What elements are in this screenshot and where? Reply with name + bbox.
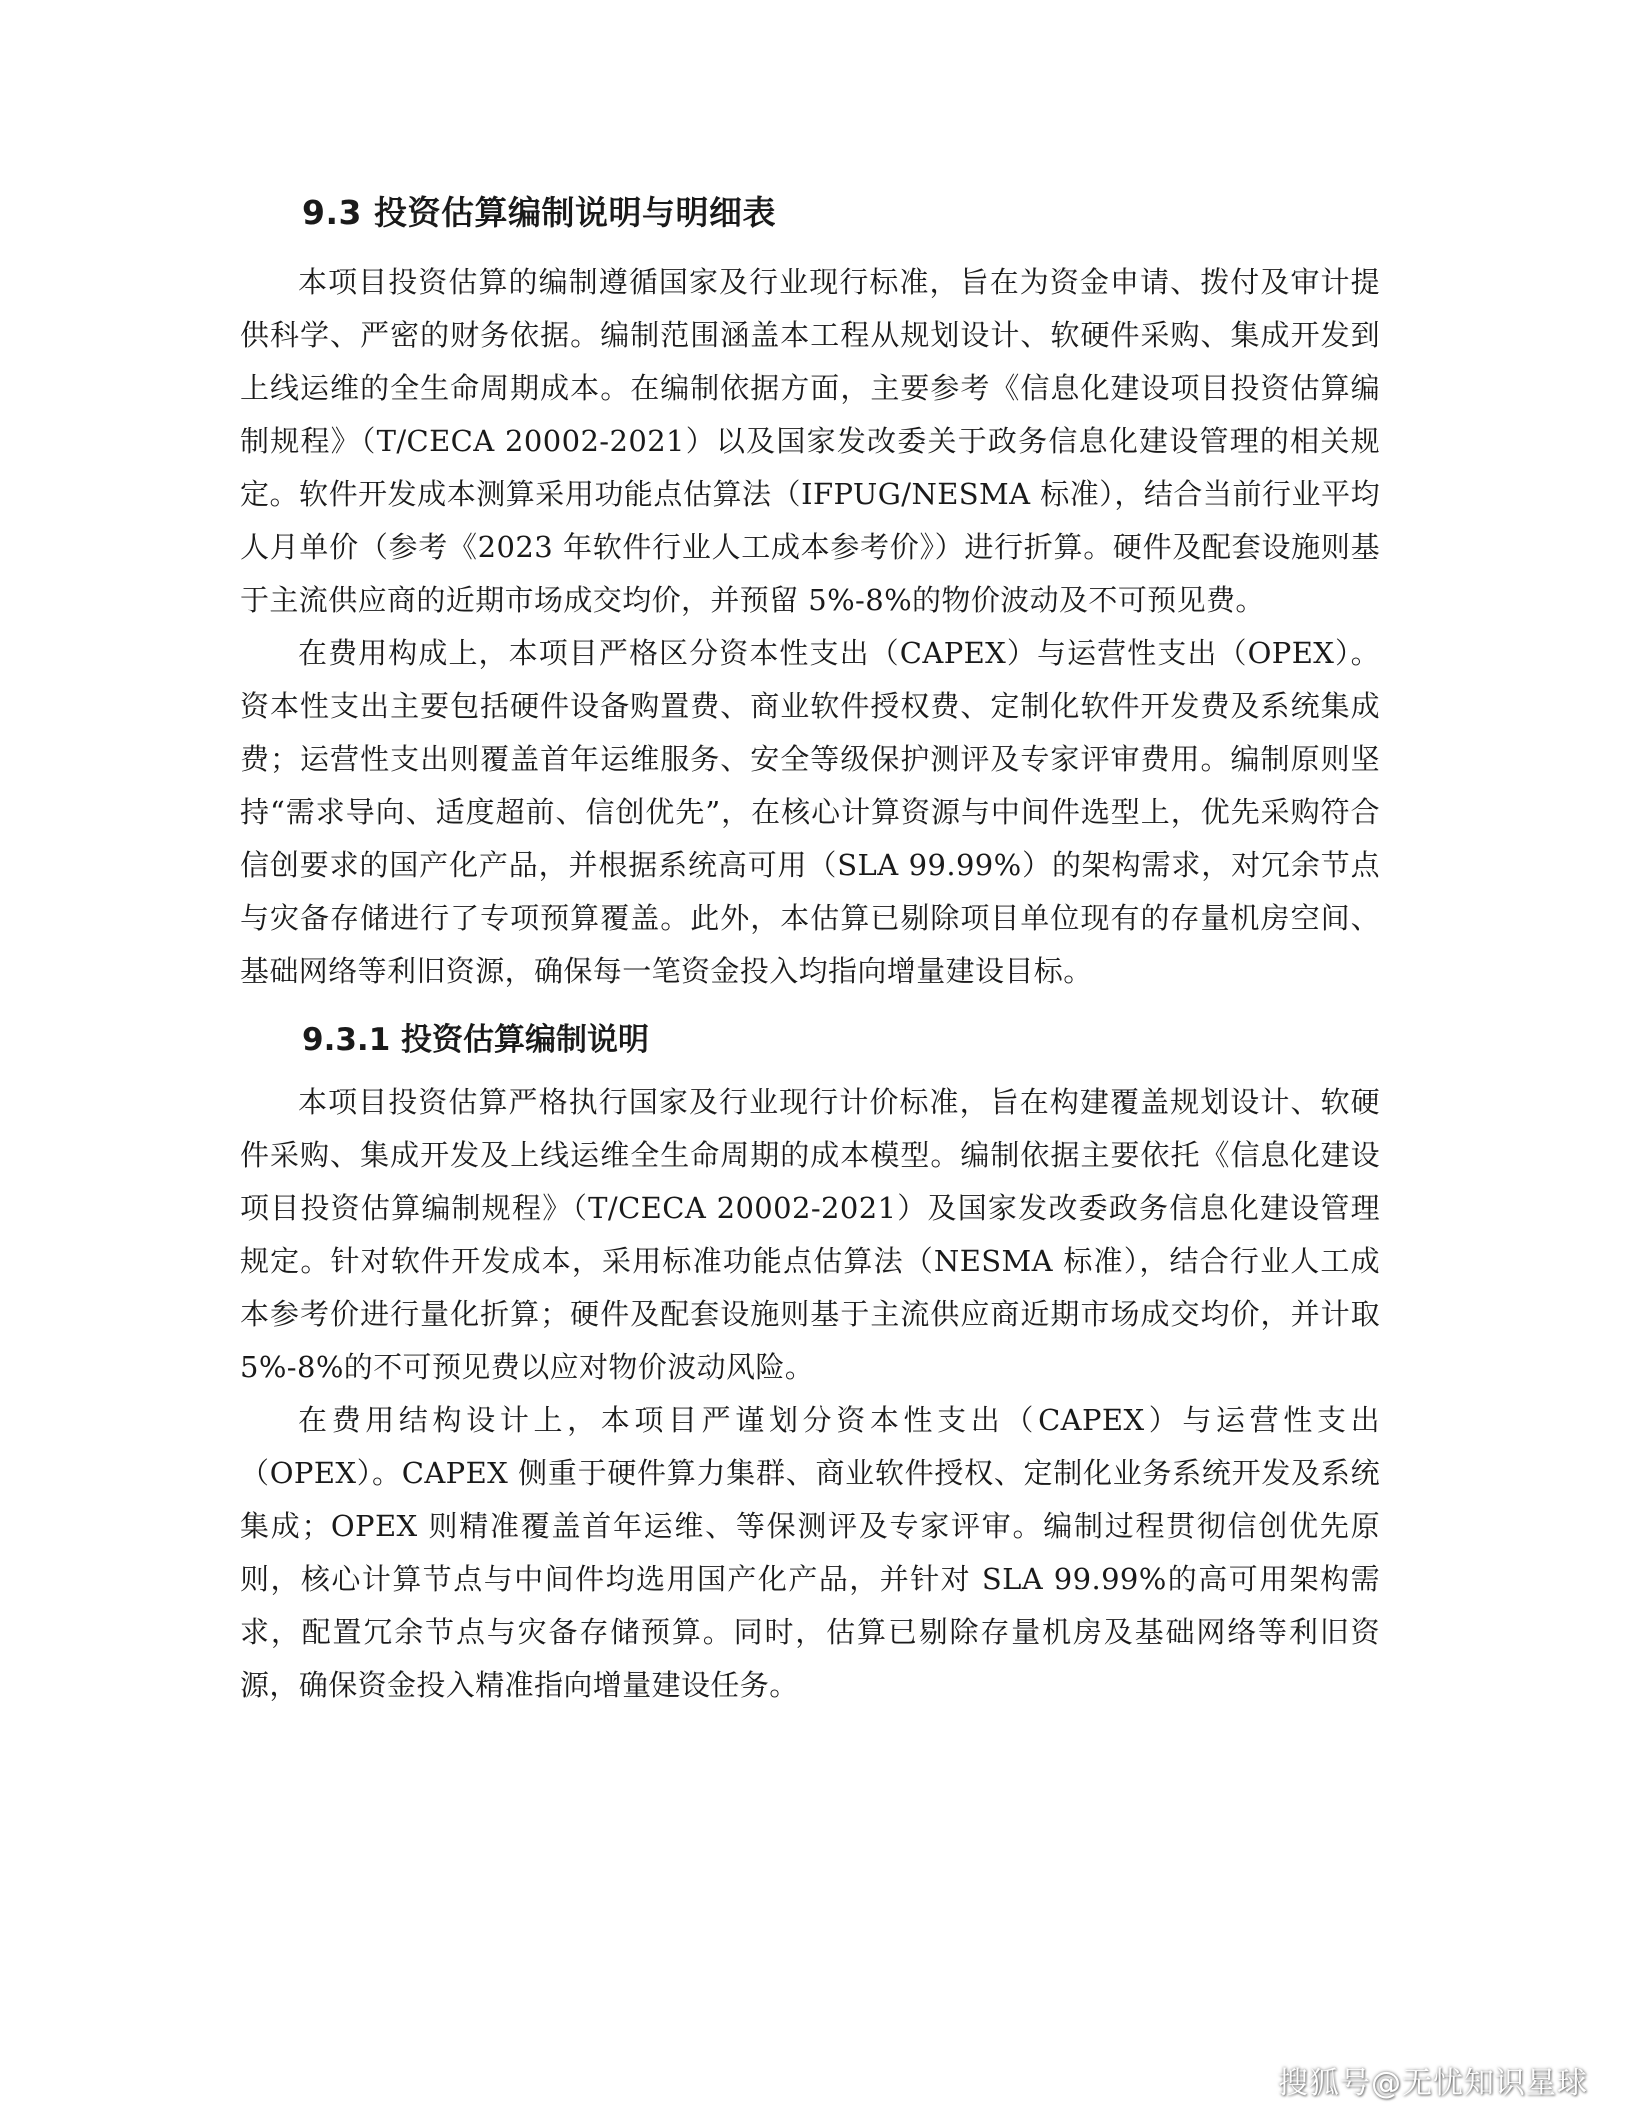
source-watermark: 搜狐号@无忧知识星球 — [1278, 2066, 1588, 2101]
body-paragraph: 在费用构成上，本项目严格区分资本性支出（CAPEX）与运营性支出（OPEX）。资本性支出主要包括硬件设备购置费、商业软件授权费、定制化软件开发费及系统集成费；运营性支出则覆盖首年运维服务、安全等级保护测评及专家评审费用。编制原则坚持“需求导向、适度超前、信创优先”，在核心计算资源与中间件选型上，优先采购符合信创要求的国产化产品，并根据系统高可用（SLA 99.99%）的架构需求，对冗余节点与灾备存储进行了专项预算覆盖。此外，本估算已剔除项目单位现有的存量机房空间、基础网络等利旧资源，确保每一笔资金投入均指向增量建设目标。 — [240, 636, 1380, 988]
section-heading: 9.3 投资估算编制说明与明细表 — [302, 193, 776, 232]
body-paragraph: 本项目投资估算的编制遵循国家及行业现行标准，旨在为资金申请、拨付及审计提供科学、严密的财务依据。编制范围涵盖本工程从规划设计、软硬件采购、集成开发到上线运维的全生命周期成本。在编制依据方面，主要参考《信息化建设项目投资估算编制规程》（T/CECA 20002-2021）以及国家发改委关于政务信息化建设管理的相关规定。软件开发成本测算采用功能点估算法（IFPUG/NESMA 标准），结合当前行业平均人月单价（参考《2023 年软件行业人工成本参考价》）进行折算。硬件及配套设施则基于主流供应商的近期市场成交均价，并预留 5%-8%的物价波动及不可预见费。 — [240, 265, 1380, 617]
subsection-heading: 9.3.1 投资估算编制说明 — [302, 1022, 650, 1058]
body-paragraph: 本项目投资估算严格执行国家及行业现行计价标准，旨在构建覆盖规划设计、软硬件采购、集成开发及上线运维全生命周期的成本模型。编制依据主要依托《信息化建设项目投资估算编制规程》（T/CECA 20002-2021）及国家发改委政务信息化建设管理规定。针对软件开发成本，采用标准功能点估算法（NESMA 标准），结合行业人工成本参考价进行量化折算；硬件及配套设施则基于主流供应商近期市场成交均价，并计取 5%-8%的不可预见费以应对物价波动风险。 — [240, 1085, 1380, 1384]
body-paragraph: 在费用结构设计上，本项目严谨划分资本性支出（CAPEX）与运营性支出（OPEX）。CAPEX 侧重于硬件算力集群、商业软件授权、定制化业务系统开发及系统集成；OPEX 则精准覆盖首年运维、等保测评及专家评审。编制过程贯彻信创优先原则，核心计算节点与中间件均选用国产化产品，并针对 SLA 99.99%的高可用架构需求，配置冗余节点与灾备存储预算。同时，估算已剔除存量机房及基础网络等利旧资源，确保资金投入精准指向增量建设任务。 — [240, 1403, 1380, 1702]
document-content — [240, 190, 1380, 1712]
